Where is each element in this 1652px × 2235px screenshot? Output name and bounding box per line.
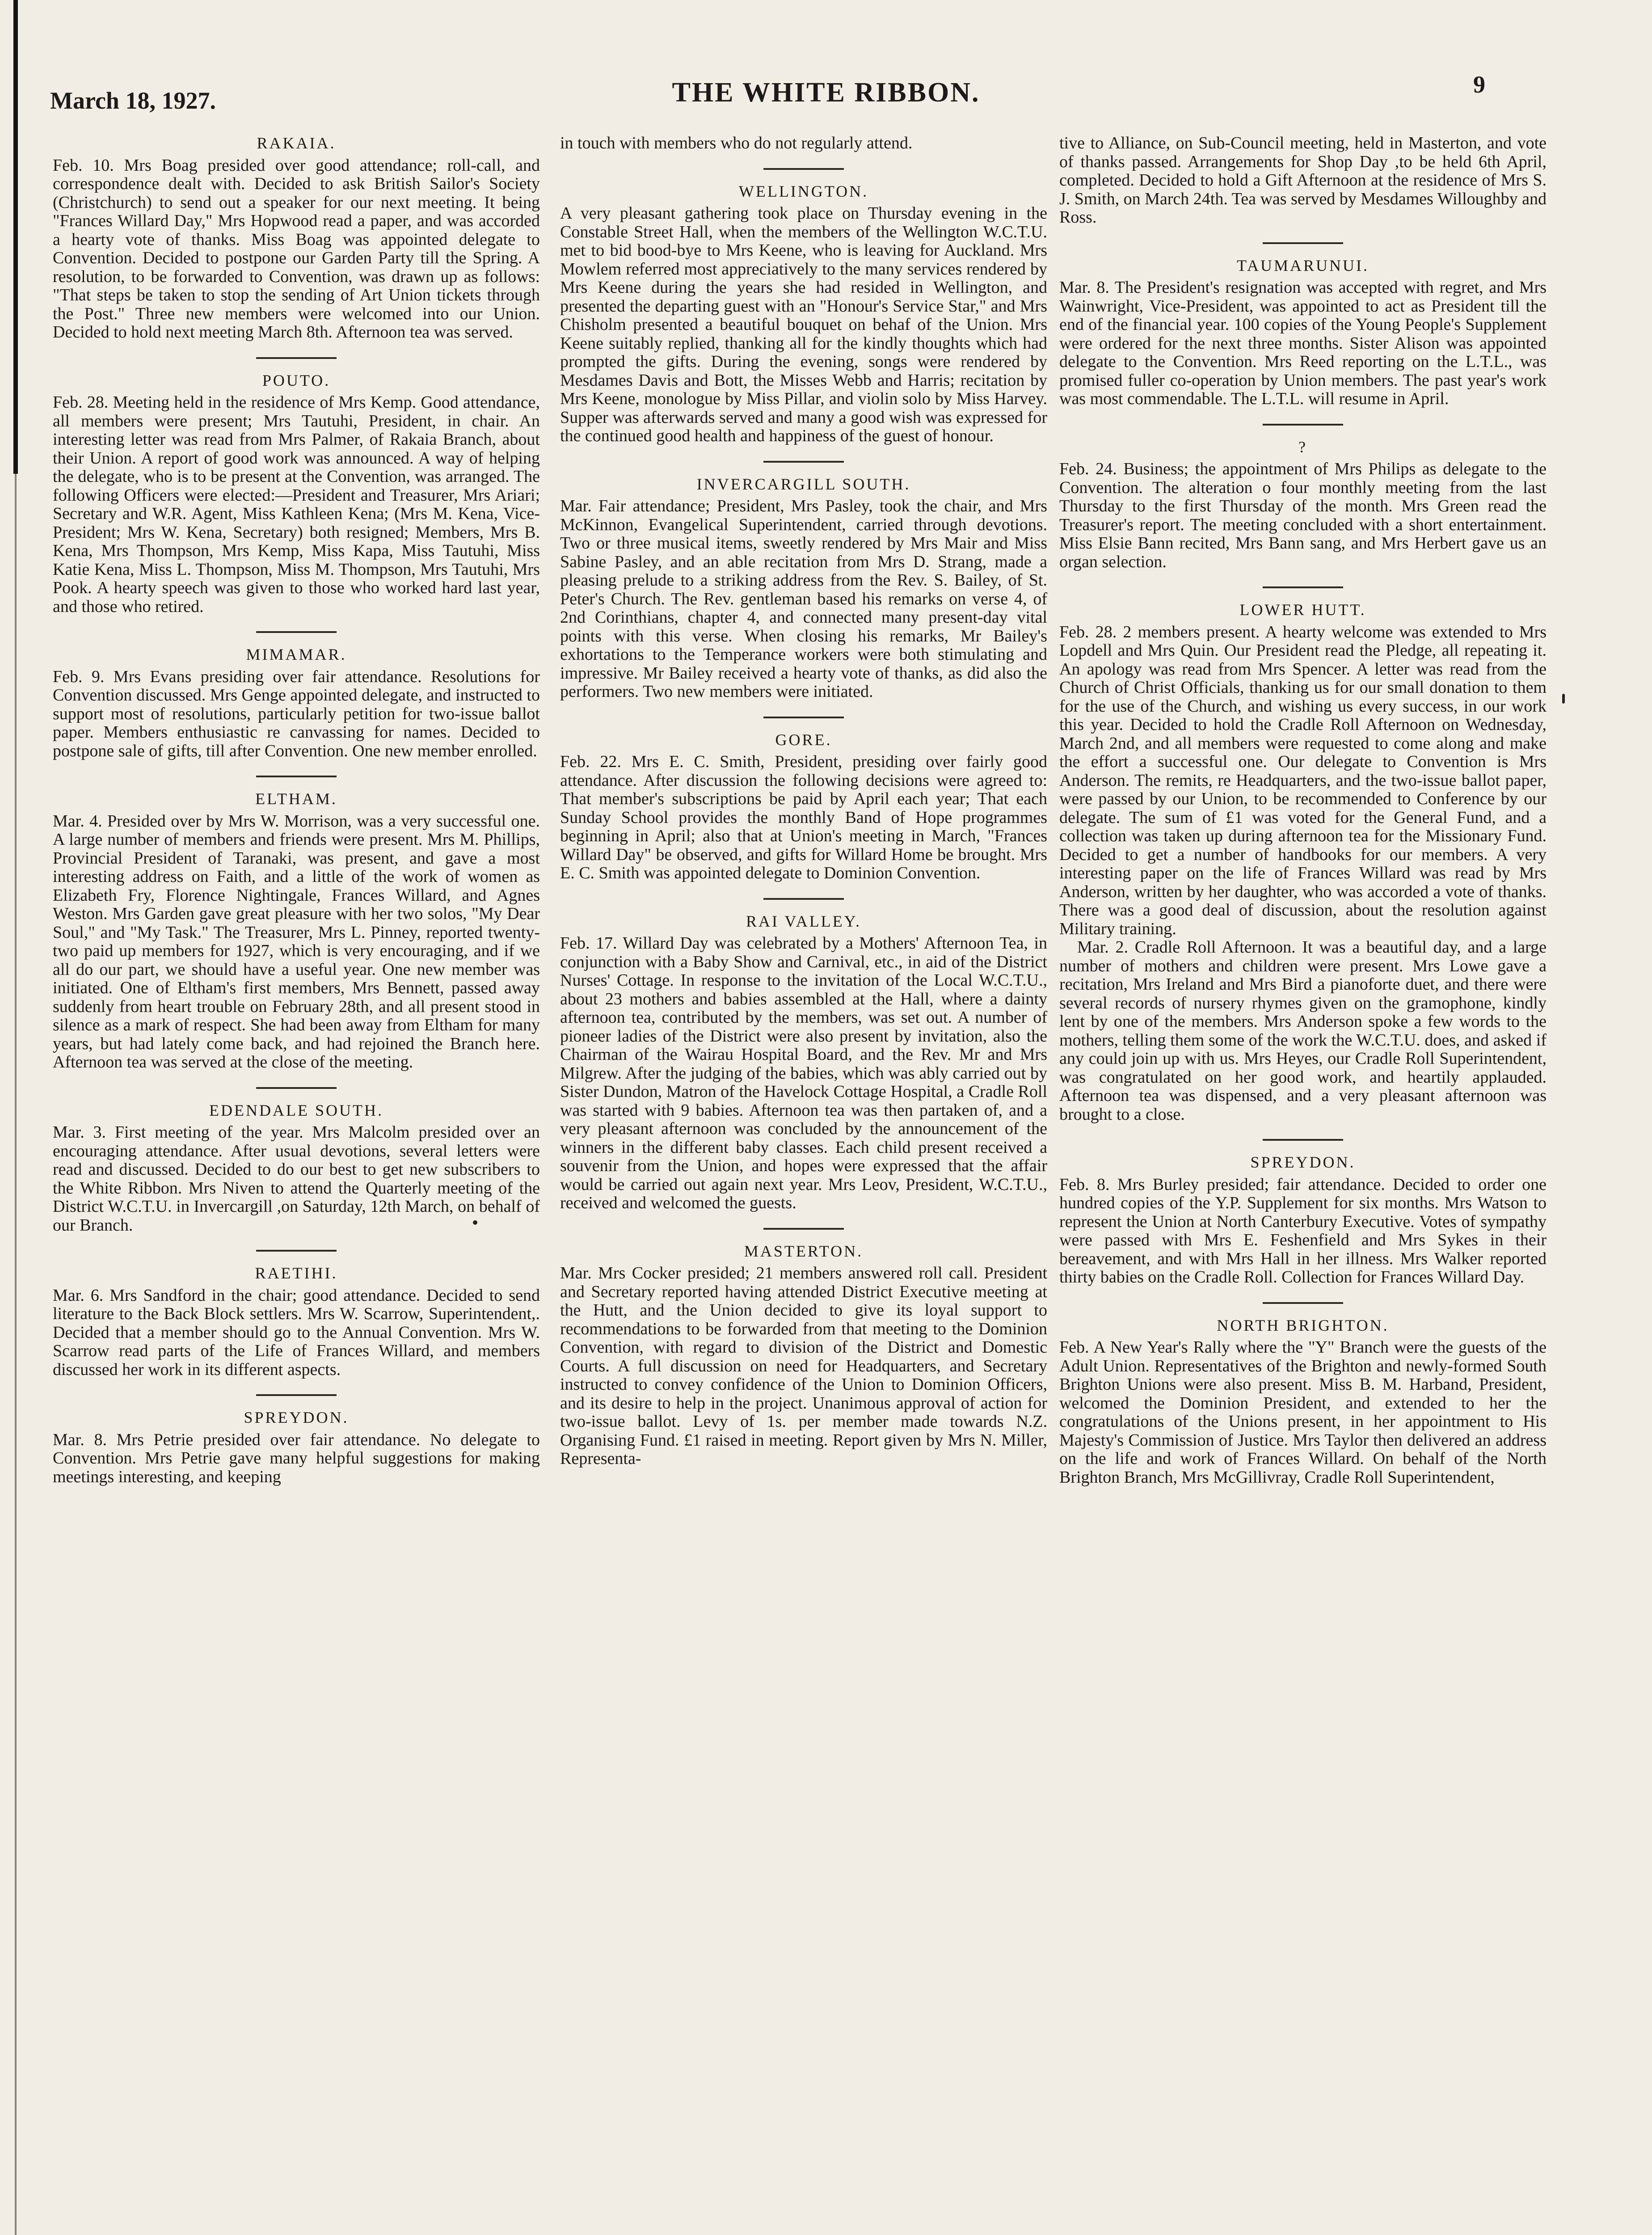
section-divider [256, 776, 337, 777]
section-heading: ELTHAM. [255, 790, 337, 808]
section-divider [763, 898, 844, 900]
section-divider [256, 1250, 337, 1252]
page-number: 9 [1473, 71, 1485, 98]
section-paragraph: Mar. 4. Presided over by Mrs W. Morrison, was a very successful one. A large number of members and friends were present. Mrs M. Phillips, Provincial President of Taranaki, was present, and gave a most interesting address on Faith, and a little of the work of women as Elizabeth Fry, Florence Nightingale, Frances Willard, and Agnes Weston. Mrs Garden gave great pleasure with her two solos, "My Dear Soul," and "My Task." The Treasurer, Mrs L. Pinney, reported twenty-two paid up members for 1927, which is very encouraging, and if we all do our part, we should have a useful year. One new member was initiated. One of Eltham's first members, Mrs Bennett, passed away suddenly from heart trouble on February 28th, and all present stood in silence as a mark of respect. She had been away from Eltham for many years, but had lately come back, and had rejoined the Branch here. Afternoon tea was served at the close of the meeting. [53, 811, 540, 1071]
section-paragraph: Mar. 8. Mrs Petrie presided over fair attendance. No delegate to Convention. Mrs Petrie gave many helpful suggestions for making meetings interesting, and keeping [53, 1430, 540, 1486]
newspaper-title: THE WHITE RIBBON. [672, 77, 980, 108]
section-paragraph: Mar. 8. The President's resignation was accepted with regret, and Mrs Wainwright, Vice-President, was appointed to act as President till the end of the financial year. 100 copies of the Young People's Supplement were ordered for the next three months. Sister Alison was appointed delegate to the Convention. Mrs Reed reporting on the L.T.L., was promised fuller co-operation by Union members. The past year's work was most commendable. The L.T.L. will resume in April. [1059, 278, 1547, 408]
section-heading: WELLINGTON. [738, 182, 869, 200]
report-section [53, 1250, 540, 1379]
report-section [560, 717, 1047, 883]
section-paragraph: Mar. 2. Cradle Roll Afternoon. It was a beautiful day, and a large number of mothers and children were present. Mrs Lowe gave a recitation, Mrs Ireland and Mrs Bird a pianoforte duet, and there were several records of nursery rhymes given on the gramophone, kindly lent by one of the members. Mrs Anderson spoke a few words to the mothers, telling them some of the work the W.C.T.U. does, and asked if any could join up with us. Mrs Heyes, our Cradle Roll Superintendent, was congratulated on her good work, and heartily applauded. Afternoon tea was dispensed, and a very pleasant afternoon was brought to a close. [1059, 938, 1547, 1124]
report-section [1059, 1302, 1547, 1487]
report-section [53, 134, 540, 342]
section-paragraph: Mar. 3. First meeting of the year. Mrs Malcolm presided over an encouraging attendance. After usual devotions, several letters were read and discussed. Decided to do our best to get new subscribers to the White Ribbon. Mrs Niven to attend the Quarterly meeting of the District W.C.T.U. in Invercargill ,on Saturday, 12th March, on behalf of our Branch. [53, 1123, 540, 1235]
section-divider [763, 461, 844, 463]
report-section [53, 1394, 540, 1486]
section-paragraph: Feb. 10. Mrs Boag presided over good attendance; roll-call, and correspondence dealt with. Decided to ask British Sailor's Society (Christchurch) to send out a speaker for our next meeting. It being "Frances Willard Day," Mrs Hopwood read a paper, and was accorded a hearty vote of thanks. Miss Boag was appointed delegate to Convention. Decided to postpone our Garden Party till the Spring. A resolution, to be forwarded to Convention, was drawn up as follows: "That steps be taken to stop the sending of Art Union tickets through the Post." Three new members were welcomed into our Union. Decided to hold next meeting March 8th. Afternoon tea was served. [53, 156, 540, 342]
ink-speck [473, 1220, 477, 1225]
report-section [560, 461, 1047, 701]
report-section [53, 776, 540, 1072]
section-divider [763, 168, 844, 170]
section-divider [256, 631, 337, 633]
section-heading: GORE. [775, 730, 832, 749]
column-2 [560, 134, 1047, 1468]
section-paragraph: Mar. Fair attendance; President, Mrs Pasley, took the chair, and Mrs McKinnon, Evangelical Superintendent, carried through devotions. Two or three musical items, sweetly rendered by Mrs Mair and Miss Sabine Pasley, and an able recitation from Mrs D. Strang, made a pleasing prelude to a striking address from the Rev. S. Bailey, of St. Peter's Church. The Rev. gentleman based his remarks on verse 4, of 2nd Corinthians, chapter 4, and connected many present-day vital points with this verse. When closing his remarks, Mr Bailey's exhortations to the Temperance workers were both stimulating and impressive. Mr Bailey received a hearty vote of thanks, as did also the performers. Two new members were initiated. [560, 497, 1047, 701]
issue-date: March 18, 1927. [50, 87, 216, 114]
section-paragraph: Feb. 17. Willard Day was celebrated by a Mothers' Afternoon Tea, in conjunction with a Baby Show and Carnival, etc., in aid of the District Nurses' Cottage. In response to the invitation of the Local W.C.T.U., about 23 mothers and babies assembled at the Hall, where a dainty afternoon tea, contributed by the members, was set out. A number of pioneer ladies of the District were also present by invitation, also the Chairman of the Wairau Hospital Board, and the Rev. Mr and Mrs Milgrew. After the judging of the babies, which was ably carried out by Sister Dundon, Matron of the Havelock Cottage Hospital, a Cradle Roll was started with 9 babies. Afternoon tea was then partaken of, and a very pleasant afternoon was concluded by the announcement of the winners in the different baby classes. Each child present received a souvenir from the Union, and hopes were expressed that the affair would be carried out again next year. Mrs Leov, President, W.C.T.U., received and welcomed the guests. [560, 934, 1047, 1212]
section-divider [1263, 242, 1343, 244]
column-3 [1059, 134, 1547, 1487]
section-divider [1263, 586, 1343, 588]
section-heading: LOWER HUTT. [1239, 601, 1366, 619]
section-heading: RAKAIA. [257, 134, 336, 152]
report-section [53, 1087, 540, 1235]
section-paragraph: Feb. A New Year's Rally where the "Y" Branch were the guests of the Adult Union. Representatives of the Brighton and newly-formed South Brighton Unions were also present. Miss B. M. Harband, President, welcomed the Dominion President, and extended to her the congratulations of the Unions present, in her appointment to His Majesty's Commission of Justice. Mrs Taylor then delivered an address on the life and work of Frances Willard. On behalf of the North Brighton Branch, Mrs McGillivray, Cradle Roll Superintendent, [1059, 1338, 1547, 1487]
section-paragraph: A very pleasant gathering took place on Thursday evening in the Constable Street Hall, when the members of the Wellington W.C.T.U. met to bid bood-bye to Mrs Keene, who is leaving for Auckland. Mrs Mowlem referred most appreciatively to the many services rendered by Mrs Keene during the years she had resided in Wellington, and presented the departing guest with an "Honour's Service Star," and Mrs Chisholm presented a beautiful bouquet on behaf of the Union. Mrs Keene suitably replied, thanking all for the kindly thoughts which had prompted the gifts. During the evening, songs were rendered by Mesdames Davis and Bott, the Misses Webb and Harris; recitation by Mrs Keene, monologue by Miss Pillar, and violin solo by Miss Harvey. Supper was afterwards served and many a good wish was expressed for the continued good health and happiness of the guest of honour. [560, 204, 1047, 445]
section-paragraph: in touch with members who do not regularly attend. [560, 134, 913, 152]
section-heading: RAI VALLEY. [746, 912, 862, 930]
report-section [1059, 586, 1547, 1124]
section-divider [763, 717, 844, 718]
report-section [560, 1228, 1047, 1468]
section-paragraph: Feb. 24. Business; the appointment of Mrs Philips as delegate to the Convention. The alteration o four monthly meeting from the last Thursday to the first Thursday of the month. Mrs Green read the Treasurer's report. The meeting concluded with a short entertainment. Miss Elsie Bann recited, Mrs Bann sang, and Mrs Herbert gave us an organ selection. [1059, 460, 1547, 571]
page-spine-shadow-lower [15, 474, 17, 2235]
section-heading: MIMAMAR. [246, 645, 347, 663]
section-paragraph: Mar. Mrs Cocker presided; 21 members answered roll call. President and Secretary reported having attended District Executive meeting at the Hutt, and the Union decided to give its loyal support to recommendations to be forwarded from that meeting to the Dominion Convention, with regard to division of the District and Domestic Courts. A full discussion on need for Headquarters, and Secretary instructed to convey confidence of the Union to Dominion Officers, and its desire to help in the project. Unanimous approval of action for two-issue ballot. Levy of 1s. per member made towards N.Z. Organising Fund. £1 raised in meeting. Report given by Mrs N. Miller, Representa- [560, 1264, 1047, 1468]
report-section [1059, 242, 1547, 409]
section-heading: SPREYDON. [244, 1408, 349, 1426]
section-paragraph: Feb. 22. Mrs E. C. Smith, President, presiding over fairly good attendance. After discussion the following decisions were agreed to: That member's subscriptions be paid by April each year; That each Sunday School provides the monthly Band of Hope programmes beginning in April; also that at Union's meeting in March, "Frances Willard Day" be observed, and gifts for Willard Home be brought. Mrs E. C. Smith was appointed delegate to Dominion Convention. [560, 752, 1047, 882]
section-heading: MASTERTON. [744, 1242, 864, 1260]
section-heading: EDENDALE SOUTH. [209, 1101, 384, 1119]
ink-speck [1562, 694, 1565, 704]
section-divider [763, 1228, 844, 1230]
section-divider [1263, 1139, 1343, 1141]
report-section [560, 134, 1047, 153]
masthead [0, 71, 1652, 114]
section-heading: ? [1298, 438, 1307, 456]
section-heading: SPREYDON. [1250, 1153, 1356, 1171]
report-section [560, 898, 1047, 1213]
report-section [53, 631, 540, 760]
section-paragraph: Feb. 9. Mrs Evans presiding over fair attendance. Resolutions for Convention discussed. Mrs Genge appointed delegate, and instructed to support most of resolutions, particularly petition for two-issue ballot paper. Members enthusiastic re canvassing for names. Decided to postpone sale of gifts, till after Convention. One new member enrolled. [53, 667, 540, 760]
section-heading: TAUMARUNUI. [1236, 256, 1370, 274]
report-section [1059, 424, 1547, 572]
report-section [1059, 1139, 1547, 1287]
section-heading: RAETIHI. [255, 1264, 338, 1282]
section-paragraph: Mar. 6. Mrs Sandford in the chair; good attendance. Decided to send literature to the Back Block settlers. Mrs W. Scarrow, Superintendent,. Decided that a member should go to the Annual Convention. Mrs W. Scarrow read parts of the Life of Frances Willard, and members discussed her work in its different aspects. [53, 1286, 540, 1379]
section-paragraph: Feb. 8. Mrs Burley presided; fair attendance. Decided to order one hundred copies of the Y.P. Supplement for six months. Mrs Watson to represent the Union at North Canterbury Executive. Votes of sympathy were passed with Mrs E. Feshenfield and Mrs Sykes in their bereavement, and with Mrs Hall in her illness. Mrs Walker reported thirty babies on the Cradle Roll. Collection for Frances Willard Day. [1059, 1175, 1547, 1286]
section-heading: NORTH BRIGHTON. [1217, 1316, 1389, 1334]
section-paragraph: tive to Alliance, on Sub-Council meeting, held in Masterton, and vote of thanks passed. Arrangements for Shop Day ,to be held 6th April, completed. Decided to hold a Gift Afternoon at the residence of Mrs S. J. Smith, on March 24th. Tea was served by Mesdames Willoughby and Ross. [1059, 134, 1547, 227]
report-section [560, 168, 1047, 446]
section-heading: INVERCARGILL SOUTH. [696, 475, 911, 493]
section-paragraph: Feb. 28. 2 members present. A hearty welcome was extended to Mrs Lopdell and Mrs Quin. Our President read the Pledge, all repeating it. An apology was read from Mrs Spencer. A letter was read from the Church of Christ Officials, thanking us for our small donation to them for the use of the Church, and wishing us every success, in our work this year. Decided to hold the Cradle Roll Afternoon on Wednesday, March 2nd, and all members were requested to come along and make the effort a successful one. Our delegate to Convention is Mrs Anderson. The remits, re Headquarters, and the two-issue ballot paper, were passed by our Union, to be recommended to Conference by our delegate. The sum of £1 was voted for the General Fund, and a collection was taken up during afternoon tea for the Missionary Fund. Decided to get a number of handbooks for our members. A very interesting paper on the life of Frances Willard was read by Mrs Anderson, written by her daughter, who was accorded a vote of thanks. There was a good deal of discussion, about the resolution against Military training. [1059, 622, 1547, 938]
section-divider [256, 1087, 337, 1089]
section-divider [1263, 1302, 1343, 1304]
section-divider [1263, 424, 1343, 426]
section-heading: POUTO. [262, 371, 331, 389]
section-paragraph: Feb. 28. Meeting held in the residence of Mrs Kemp. Good attendance, all members were present; Mrs Tautuhi, President, in chair. An interesting letter was read from Mrs Palmer, of Rakaia Branch, about their Union. A report of good work was announced. A way of helping the delegate, who is to be present at the Convention, was arranged. The following Officers were elected:—President and Treasurer, Mrs Ariari; Secretary and W.R. Agent, Miss Kathleen Kena; (Mrs M. Kena, Vice-President; Mrs W. Kena, Secretary) both resigned; Members, Mrs B. Kena, Mrs Thompson, Mrs Kemp, Miss Kapa, Miss Tautuhi, Miss Katie Kena, Miss L. Thompson, Miss M. Thompson, Mrs Tautuhi, Mrs Pook. A hearty speech was given to those who worked hard last year, and those who retired. [53, 393, 540, 616]
column-1 [53, 134, 540, 1486]
section-divider [256, 357, 337, 359]
report-section [1059, 134, 1547, 227]
section-divider [256, 1394, 337, 1396]
report-section [53, 357, 540, 616]
